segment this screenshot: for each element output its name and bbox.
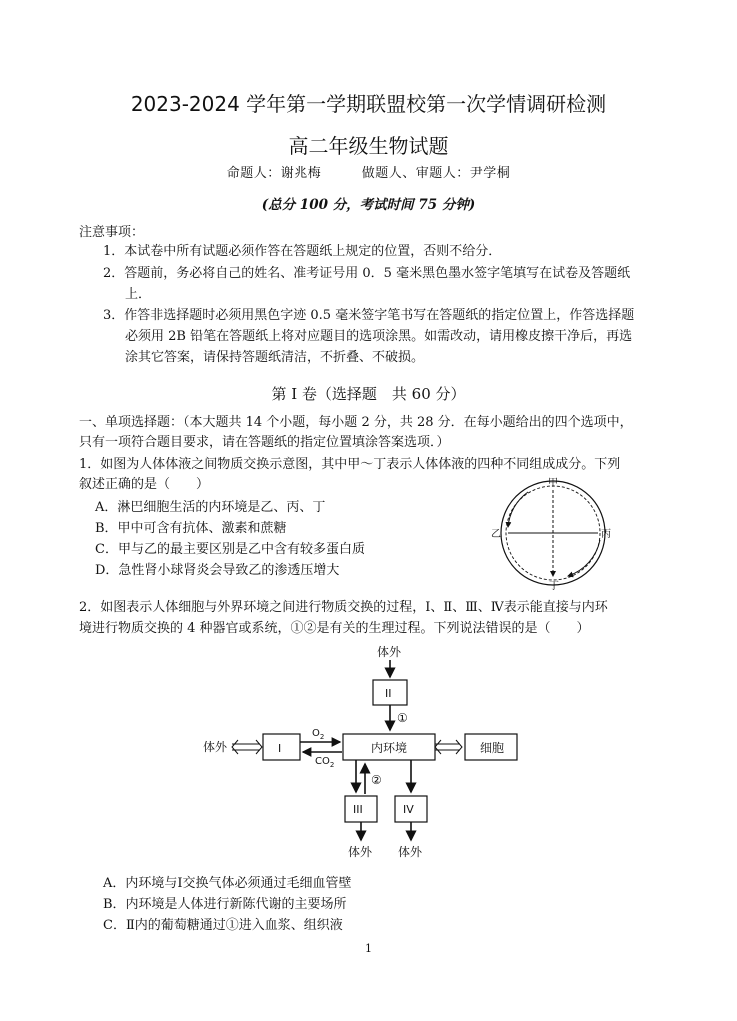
q2-option-c: C．Ⅱ内的葡萄糖通过①进入血浆、组织液 — [103, 918, 343, 933]
fig2-box-I — [263, 734, 300, 760]
fig1-label-bing: 丙 — [601, 529, 611, 540]
authors-line: 命题人：谢兆梅 做题人、审题人：尹学桐 — [226, 166, 511, 181]
fig2-box-II-label: II — [385, 687, 392, 700]
page-title: 2023-2024 学年第一学期联盟校第一次学情调研检测 — [130, 92, 607, 116]
notice-item-2b: 上． — [125, 287, 152, 302]
notice-item-3b: 必须用 2B 铅笔在答题纸上将对应题目的选项涂黑。如需改动，请用橡皮擦干净后，再选 — [125, 329, 633, 344]
fig2-internal-environment-label: 内环境 — [371, 741, 408, 755]
notice-heading: 注意事项： — [79, 225, 145, 240]
q2-stem-1: 2．如图表示人体细胞与外界环境之间进行物质交换的过程，Ⅰ、Ⅱ、Ⅲ、Ⅳ表示能直接与内环 — [79, 600, 608, 615]
fig2-outside-bottom-right: 体外 — [398, 845, 423, 859]
q1-option-b: B．甲中可含有抗体、激素和蔗糖 — [95, 521, 287, 536]
notice-item-2a: 2．答题前，务必将自己的姓名、准考证号用 0．5 毫米黑色墨水签字笔填写在试卷及答题纸 — [103, 266, 631, 281]
page-number: 1 — [365, 942, 372, 955]
q2-exchange-flow-diagram — [190, 640, 540, 870]
q2-option-a: A．内环境与Ⅰ交换气体必须通过毛细血管壁 — [103, 876, 352, 891]
fig2-mark-2: ② — [371, 773, 382, 787]
fig2-outside-bottom-left: 体外 — [348, 845, 373, 859]
q2-stem-2: 境进行物质交换的 4 种器官或系统，①②是有关的生理过程。下列说法错误的是（ ） — [79, 621, 590, 636]
fig2-box-III-label: III — [353, 803, 363, 816]
fig2-mark-1: ① — [397, 711, 408, 725]
fig1-label-yi: 乙 — [491, 529, 501, 540]
q1-option-a: A．淋巴细胞生活的内环境是乙、丙、丁 — [95, 500, 326, 515]
fig2-box-I-label: I — [278, 742, 282, 755]
fig1-label-jia: 甲 — [548, 478, 558, 489]
score-time-line: (总分 100 分，考试时间 75 分钟) — [261, 197, 476, 213]
part1-instruction-2: 只有一项符合题目要求，请在答题纸的指定位置填涂答案选项．） — [79, 435, 450, 450]
notice-item-1: 1．本试卷中所有试题必须作答在答题纸上规定的位置，否则不给分． — [103, 244, 502, 259]
q1-stem-1: 1．如图为人体体液之间物质交换示意图，其中甲～丁表示人体体液的四种不同组成成分。下列 — [79, 457, 621, 472]
notice-item-3a: 3．作答非选择题时必须用黑色字迹 0.5 毫米签字笔书写在答题纸的指定位置上，作答选择题 — [103, 308, 635, 323]
notice-item-3c: 涂其它答案，请保持答题纸清洁，不折叠、不破损。 — [125, 350, 425, 365]
section-title: 第 I 卷（选择题 共 60 分） — [271, 385, 466, 403]
fig2-o2-label: $O_2$ — [312, 728, 325, 741]
fig2-outside-left: 体外 — [203, 740, 228, 754]
q1-fluid-exchange-figure — [488, 472, 618, 592]
q1-stem-2: 叙述正确的是（ ） — [79, 477, 210, 492]
fig2-box-IV-label: IV — [403, 803, 414, 816]
fig2-cell-label: 细胞 — [480, 741, 505, 755]
fig1-label-ding: 丁 — [549, 581, 559, 592]
q1-option-c: C．甲与乙的最主要区别是乙中含有较多蛋白质 — [95, 542, 365, 557]
part1-instruction-1: 一、单项选择题：（本大题共 14 个小题，每小题 2 分，共 28 分．在每小题给出的四个选项中， — [79, 415, 633, 430]
fig2-co2-label: $CO_2$ — [315, 756, 335, 769]
page-subtitle: 高二年级生物试题 — [288, 134, 449, 158]
q2-option-b: B．内环境是人体进行新陈代谢的主要场所 — [103, 897, 347, 912]
q1-option-d: D．急性肾小球肾炎会导致乙的渗透压增大 — [95, 563, 340, 578]
fig2-outside-top: 体外 — [377, 645, 402, 659]
